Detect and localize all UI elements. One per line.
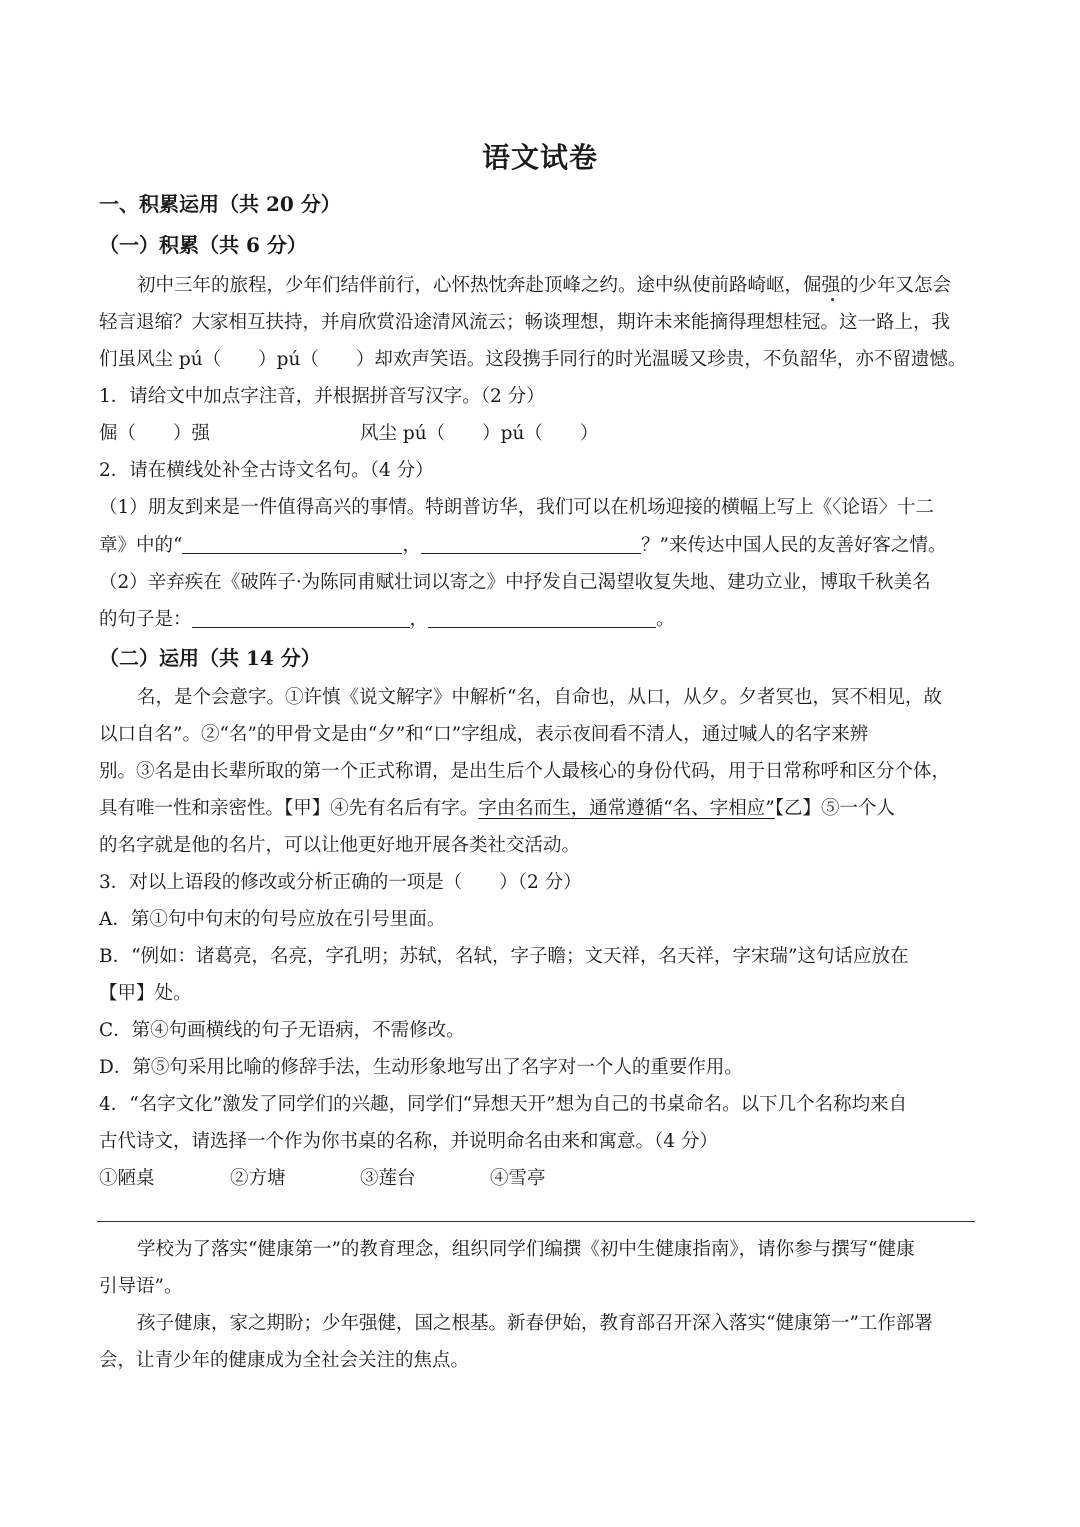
passage-line: 别。③名是由长辈所取的第一个正式称谓，是出生后个人最核心的身份代码，用于日常称呼和区分个体， <box>99 761 951 782</box>
question-2-sub1-text: （1）朋友到来是一件值得高兴的事情。特朗普访华，我们可以在机场迎接的横幅上写上《〈论语〉十二 <box>99 497 935 518</box>
text-fragment: 具有唯一性和亲密性。【甲】④先有名后有字。 <box>99 798 479 819</box>
question-2-sub2-text: （2）辛弃疾在《破阵子·为陈同甫赋壮词以寄之》中抒发自己渴望收复失地、建功立业，博取千秋美名 <box>99 572 931 593</box>
section-heading-1: 一、积累运用（共 20 分） <box>99 192 341 216</box>
question-2-sub2-answer-line <box>99 608 675 632</box>
question-3-option-b: B．“例如：诸葛亮，名亮，字孔明；苏轼，名轼，字子瞻；文天祥，名天祥，字宋瑞”这句话应放在 <box>99 946 909 967</box>
passage-line: 们虽风尘 pú（ ）pú（ ）却欢声笑语。这段携手同行的时光温暖又珍贵，不负韶华，亦不留遗憾。 <box>99 349 967 370</box>
answer-blank[interactable] <box>182 535 402 554</box>
answer-blank[interactable] <box>428 609 656 628</box>
name-option: ②方塘 <box>230 1168 286 1189</box>
name-option: ①陋桌 <box>99 1168 155 1189</box>
paragraph-line: 孩子健康，家之期盼；少年强健，国之根基。新春伊始，教育部召开深入落实“健康第一”工作部署 <box>137 1313 933 1334</box>
question-2-stem: 2．请在横线处补全古诗文名句。（4 分） <box>99 460 434 481</box>
question-4-stem: 4．“名字文化”激发了同学们的兴趣，同学们“异想天开”想为自己的书桌命名。以下几个名称均来自 <box>99 1094 908 1115</box>
answer-line-divider[interactable] <box>97 1221 975 1222</box>
passage-line: 初中三年的旅程，少年们结伴前行，心怀热忱奔赴顶峰之约。途中纵使前路崎岖，倔强的少年又怎会 <box>137 275 952 296</box>
text-fragment: ？”来传达中国人民的友善好客之情。 <box>640 535 947 556</box>
paragraph-line: 学校为了落实“健康第一”的教育理念，组织同学们编撰《初中生健康指南》，请你参与撰写“健康 <box>137 1239 915 1260</box>
question-3-option-d: D．第⑤句采用比喻的修辞手法，生动形象地写出了名字对一个人的重要作用。 <box>99 1057 743 1078</box>
answer-blank[interactable] <box>192 609 410 628</box>
emphasis-dot <box>831 298 834 301</box>
question-1-item-b: 风尘 pú（ ）pú（ ） <box>360 423 599 444</box>
page-title: 语文试卷 <box>481 141 598 174</box>
text-fragment: 【乙】⑤一个人 <box>774 798 895 819</box>
passage-line: 名，是个会意字。①许慎《说文解字》中解析“名，自命也，从口，从夕。夕者冥也，冥不相见，故 <box>137 687 942 708</box>
paragraph-line: 会，让青少年的健康成为全社会关注的焦点。 <box>99 1350 470 1371</box>
text-fragment: ， <box>402 535 421 556</box>
question-4-stem-cont: 古代诗文，请选择一个作为你书桌的名称，并说明命名由来和寓意。（4 分） <box>99 1131 718 1152</box>
name-option: ④雪亭 <box>490 1168 546 1189</box>
passage-line: 轻言退缩？大家相互扶持，并肩欣赏沿途清风流云；畅谈理想，期许未来能摘得理想桂冠。这一路上，我 <box>99 312 951 333</box>
text-fragment: ， <box>409 609 429 630</box>
text-fragment: 章》中的“ <box>99 535 183 556</box>
answer-blank[interactable] <box>421 535 641 554</box>
text-fragment: 。 <box>656 609 675 630</box>
question-1-item-a: 倔（ ）强 <box>99 423 211 444</box>
passage-line: 的名字就是他的名片，可以让他更好地开展各类社交活动。 <box>99 835 581 856</box>
question-1-stem: 1．请给文中加点字注音，并根据拼音写汉字。（2 分） <box>99 386 545 407</box>
question-4-options <box>99 1167 546 1191</box>
question-3-option-a: A．第①句中句末的句号应放在引号里面。 <box>99 909 446 930</box>
text-fragment: 的句子是： <box>99 609 192 630</box>
subsection-heading-accumulation: （一）积累（共 6 分） <box>99 233 307 257</box>
question-2-sub1-answer-line <box>99 534 946 558</box>
question-3-option-b-cont: 【甲】处。 <box>99 983 192 1004</box>
passage-line: 以口自名”。②“名”的甲骨文是由“夕”和“口”字组成，表示夜间看不清人，通过喊人的名字来辨 <box>99 724 869 745</box>
subsection-heading-application: （二）运用（共 14 分） <box>99 646 321 670</box>
name-option: ③莲台 <box>360 1168 416 1189</box>
paragraph-line: 引导语”。 <box>99 1276 183 1297</box>
passage-line <box>99 797 895 821</box>
question-3-option-c: C．第④句画横线的句子无语病，不需修改。 <box>99 1020 465 1041</box>
underlined-sentence: 字由名而生，通常遵循“名、字相应” <box>478 798 775 819</box>
question-3-stem: 3．对以上语段的修改或分析正确的一项是（ ）（2 分） <box>99 872 582 893</box>
